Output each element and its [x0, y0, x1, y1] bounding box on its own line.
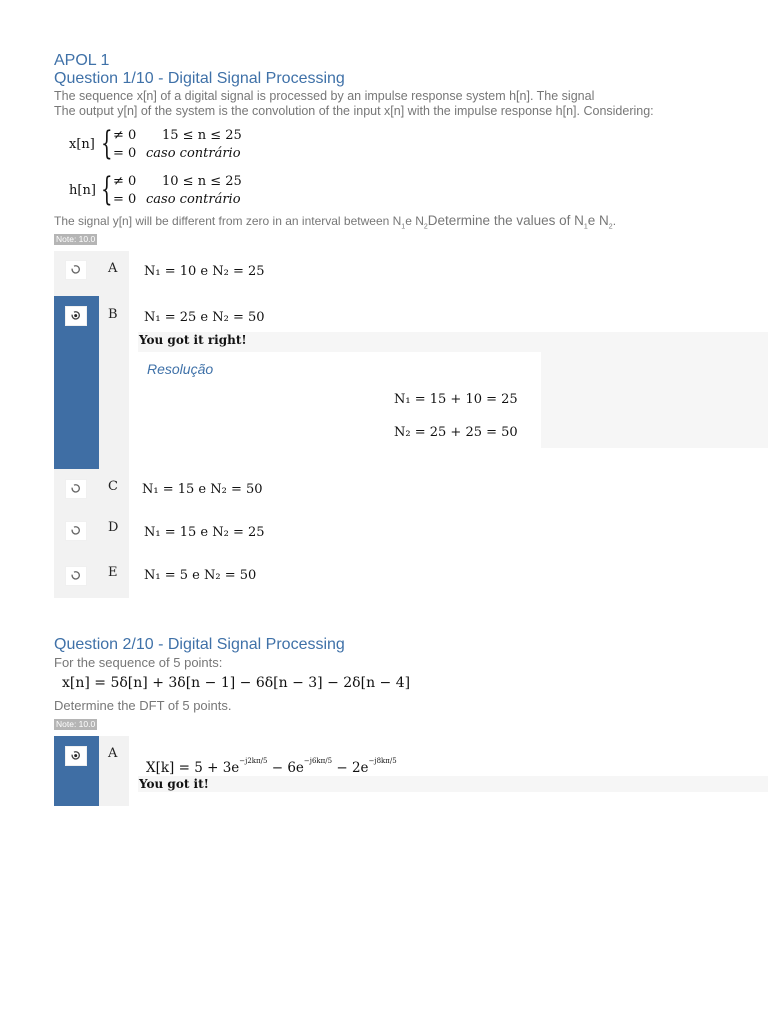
option-a-text[interactable]: N₁ = 10 e N₂ = 25	[144, 264, 265, 279]
q2-option-a-text[interactable]: $X[k] = 5 + 3e^{-j2k\pi/5} - 6e^{-j6k\pi/5} - 2e^{-j8k\pi/5}$	[146, 757, 397, 776]
radio-selected-dot-icon	[74, 314, 77, 317]
x-case2-value: = 0	[113, 146, 137, 161]
h-case2-value: = 0	[113, 192, 137, 207]
option-d-text[interactable]: N₁ = 15 e N₂ = 25	[144, 525, 265, 540]
letter-column	[99, 251, 129, 598]
option-b-text[interactable]: N₁ = 25 e N₂ = 50	[144, 310, 265, 325]
option-a-radio[interactable]	[65, 260, 87, 280]
h-brace: {	[101, 169, 113, 208]
question-2-prompt: Determine the DFT of 5 points.	[54, 698, 232, 713]
option-a-letter: A	[108, 261, 118, 276]
option-c-text[interactable]: N₁ = 15 e N₂ = 50	[142, 482, 263, 497]
option-d-radio[interactable]	[65, 521, 87, 541]
q2-option-a-letter: A	[108, 746, 118, 761]
h-case1-value: ≠ 0	[113, 174, 137, 189]
x-case1-condition: 15 ≤ n ≤ 25	[162, 128, 242, 143]
q2-feedback-strip	[138, 776, 768, 792]
question-1-text-line1: The sequence x[n] of a digital signal is processed by an impulse response system h[n]. The signal	[54, 89, 595, 103]
page-title: APOL 1	[54, 52, 110, 69]
x-case2-condition: caso contrário	[146, 146, 241, 161]
option-e-letter: E	[108, 565, 118, 580]
option-b-letter: B	[108, 307, 118, 322]
question-1-text-line2: The output y[n] of the system is the convolution of the input x[n] with the impulse response h[n]. Considering:	[54, 104, 654, 118]
x-signal-label: x[n]	[69, 137, 95, 152]
option-e-text[interactable]: N₁ = 5 e N₂ = 50	[144, 568, 257, 583]
h-signal-label: h[n]	[69, 183, 96, 198]
question-2-note-badge: Note: 10.0	[56, 719, 96, 729]
question-2-intro: For the sequence of 5 points:	[54, 655, 223, 670]
question-2-equation: x[n] = 5δ[n] + 3δ[n − 1] − 6δ[n − 3] − 2δ[n − 4]	[62, 675, 411, 691]
radio-circle-icon	[72, 266, 79, 273]
option-e-radio[interactable]	[65, 566, 87, 586]
resolution-line-1: N₁ = 15 + 10 = 25	[394, 392, 518, 407]
x-case1-value: ≠ 0	[113, 128, 137, 143]
question-2-title: Question 2/10 - Digital Signal Processing	[54, 636, 345, 653]
option-b-radio[interactable]	[65, 306, 87, 326]
h-case1-condition: 10 ≤ n ≤ 25	[162, 174, 242, 189]
feedback-message: You got it right!	[139, 333, 247, 347]
resolution-title: Resolução	[147, 361, 214, 377]
question-1-prompt: The signal y[n] will be different from zero in an interval between $N_1e$ $N_2Determine$ the values of $N_1e$ $N_2$.	[54, 213, 617, 231]
option-d-letter: D	[108, 520, 119, 535]
resolution-line-2: N₂ = 25 + 25 = 50	[394, 425, 518, 440]
x-brace: {	[101, 123, 113, 162]
h-case2-condition: caso contrário	[146, 192, 241, 207]
q2-feedback-message: You got it!	[139, 777, 209, 791]
option-c-letter: C	[108, 479, 118, 494]
question-1-note-badge: Note: 10.0	[56, 234, 96, 244]
option-c-radio[interactable]	[65, 479, 87, 499]
question-1-title: Question 1/10 - Digital Signal Processing	[54, 70, 345, 87]
q2-option-a-radio[interactable]	[65, 746, 87, 766]
